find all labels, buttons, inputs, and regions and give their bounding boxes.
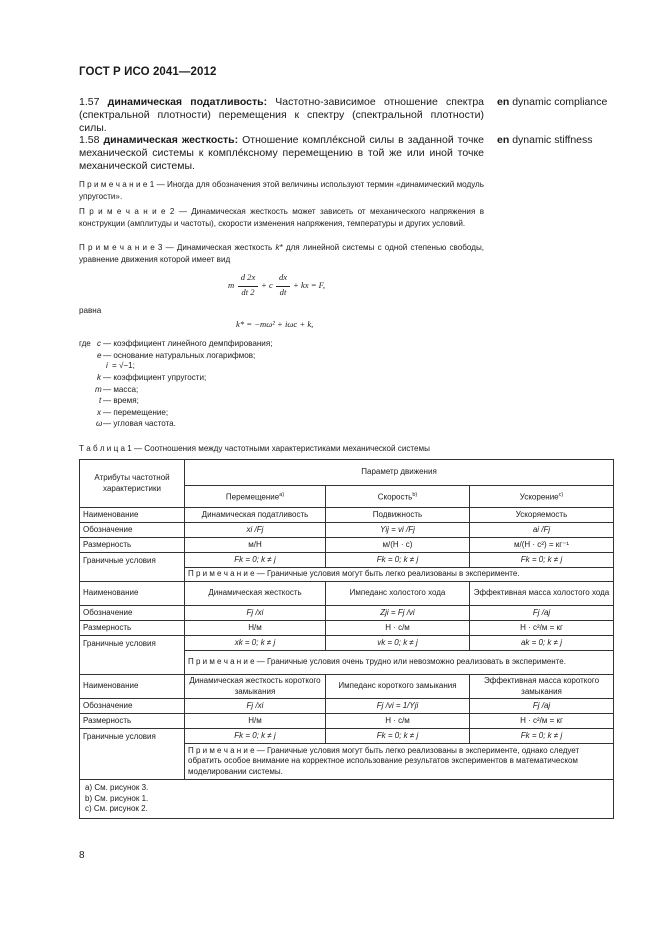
equation-stiffness: k* = −mω² + iωc + k, bbox=[236, 319, 314, 329]
term-number: 1.57 bbox=[79, 96, 100, 108]
where-symbol: t bbox=[99, 396, 102, 405]
equation-of-motion bbox=[228, 272, 368, 300]
header-acceleration: Ускорение$^{c)}$ bbox=[470, 486, 614, 508]
page-number: 8 bbox=[79, 850, 85, 861]
term-1-57-english bbox=[497, 96, 607, 109]
term-name: динамическая жесткость: bbox=[103, 134, 239, 146]
table-footnotes-row bbox=[80, 780, 614, 819]
en-tag: en bbox=[497, 134, 510, 146]
note-label: П р и м е ч а н и е 2 bbox=[79, 207, 175, 216]
note-symbol: k* bbox=[275, 243, 283, 252]
note-text: — Динамическая жесткость bbox=[162, 243, 276, 252]
table-row: Размерность Н/м Н · с/м Н · с²/м = кг bbox=[80, 714, 614, 729]
table-row: Граничные условия Fk = 0; k ≠ j Fk = 0; k ≠ j Fk = 0; k ≠ j bbox=[80, 553, 614, 568]
term-name: динамическая податливость: bbox=[107, 96, 268, 108]
where-symbol: c bbox=[97, 339, 102, 348]
note-text: для линейной системы с одной степенью свободы, уравнение движения которой имеет вид bbox=[79, 243, 485, 264]
header-displacement: Перемещение$^{а)}$ bbox=[185, 486, 326, 508]
eq-tail: + kx = F, bbox=[293, 280, 325, 290]
document-header: ГОСТ Р ИСО 2041—2012 bbox=[79, 66, 217, 78]
term-definition: Отношение комплéксной силы в заданной точке механической системы к комплéксному перемещению в той же или иной точке механической системы. bbox=[79, 134, 484, 173]
table-note-row: П р и м е ч а н и е — Граничные условия могут быть легко реализованы в эксперименте. bbox=[80, 568, 614, 582]
en-term: dynamic compliance bbox=[512, 96, 608, 108]
note-3 bbox=[79, 242, 484, 265]
where-symbol: i bbox=[106, 361, 108, 370]
where-desc: — угловая частота. bbox=[103, 419, 176, 428]
eq-dt2: dt 2 bbox=[241, 287, 255, 297]
table-caption: Т а б л и ц а 1 — Соотношения между частотными характеристиками механической системы bbox=[79, 444, 430, 453]
header-velocity: Скорость$^{b)}$ bbox=[326, 486, 470, 508]
term-number: 1.58 bbox=[79, 134, 100, 146]
header-motion-parameter: Параметр движения bbox=[185, 460, 614, 486]
note-2 bbox=[79, 206, 484, 229]
eq-dt: dt bbox=[279, 287, 287, 297]
relations-table bbox=[79, 459, 614, 819]
where-desc: — перемещение; bbox=[103, 407, 169, 417]
term-1-58 bbox=[79, 134, 484, 174]
note-text: — Иногда для обозначения этой величины используют термин «динамический модуль упругости». bbox=[79, 180, 484, 201]
where-desc: — масса; bbox=[103, 384, 139, 394]
table-row: Обозначение xi /Fj Yij = vi /Fj ai /Fj bbox=[80, 523, 614, 538]
table-row: Размерность Н/м Н · с/м Н · с²/м = кг bbox=[80, 621, 614, 636]
where-symbol: k bbox=[97, 373, 102, 382]
term-1-57 bbox=[79, 96, 484, 136]
table-row: Граничные условия Fk = 0; k ≠ j Fk = 0; k ≠ j Fk = 0; k ≠ j bbox=[80, 729, 614, 744]
where-desc: = √−1; bbox=[112, 361, 135, 370]
table-note-row: П р и м е ч а н и е — Граничные условия очень трудно или невозможно реализовать в эксперименте. bbox=[80, 651, 614, 675]
footnote: а) См. рисунок 3. bbox=[85, 783, 149, 792]
eq-d2x: d 2x bbox=[240, 272, 256, 282]
note-text: — Динамическая жесткость может зависеть от механического напряжения в конструкции (амплитуды и частоты), скорости изменения напряжения, температуры и других условий. bbox=[79, 207, 485, 228]
table-row: Граничные условия xk = 0; k ≠ j vk = 0; k ≠ j ak = 0; k ≠ j bbox=[80, 636, 614, 651]
footnote: b) См. рисунок 1. bbox=[85, 793, 149, 803]
where-desc: — время; bbox=[103, 396, 139, 405]
where-symbol: x bbox=[97, 407, 102, 417]
table-row: Размерность м/Н м/(Н · с) м/(Н · с²) = кг⁻¹ bbox=[80, 538, 614, 553]
where-symbol: e bbox=[97, 350, 102, 360]
eq-dx: dx bbox=[278, 272, 288, 282]
eq-plus-c: + c bbox=[261, 280, 273, 290]
term-definition: Частотно-зависимое отношение спектра (спектральной плотности) перемещения к спектру (спектральной плотности) силы. bbox=[79, 96, 484, 135]
table-row: Наименование Динамическая жесткость Импеданс холостого хода Эффективная масса холостого хода bbox=[80, 582, 614, 606]
en-term: dynamic stiffness bbox=[512, 134, 593, 146]
where-desc: — коэффициент упругости; bbox=[103, 373, 207, 382]
en-tag: en bbox=[497, 96, 510, 108]
table-note-row: П р и м е ч а н и е — Граничные условия могут быть легко реализованы в эксперименте, однако следует обратить особое внимание на корректное использование результатов экспериментов в математическом моделировании системы. bbox=[80, 744, 614, 780]
equals-word: равна bbox=[79, 306, 102, 315]
where-symbol: m bbox=[95, 384, 102, 394]
table-row: Обозначение Fj /xi Fj /vi = 1/Yji Fj /aj bbox=[80, 699, 614, 714]
note-1 bbox=[79, 179, 484, 202]
where-desc: — коэффициент линейного демпфирования; bbox=[103, 339, 273, 348]
where-symbol: ω bbox=[96, 419, 103, 428]
where-desc: — основание натуральных логарифмов; bbox=[103, 350, 256, 360]
note-label: П р и м е ч а н и е 1 bbox=[79, 180, 155, 189]
where-intro: где bbox=[79, 339, 91, 348]
table-row: Наименование Динамическая податливость Подвижность Ускоряемость bbox=[80, 508, 614, 523]
footnote: c) См. рисунок 2. bbox=[85, 804, 148, 813]
note-label: П р и м е ч а н и е 3 bbox=[79, 243, 163, 252]
term-1-58-english bbox=[497, 134, 593, 147]
table-row: Наименование Динамическая жесткость короткого замыкания Импеданс короткого замыкания Эффективная масса короткого замыкания bbox=[80, 675, 614, 699]
header-attributes: Атрибуты частотной характеристики bbox=[80, 460, 185, 508]
table-row: Обозначение Fj /xi Zji = Fj /vi Fj /aj bbox=[80, 606, 614, 621]
eq-m: m bbox=[228, 280, 235, 290]
